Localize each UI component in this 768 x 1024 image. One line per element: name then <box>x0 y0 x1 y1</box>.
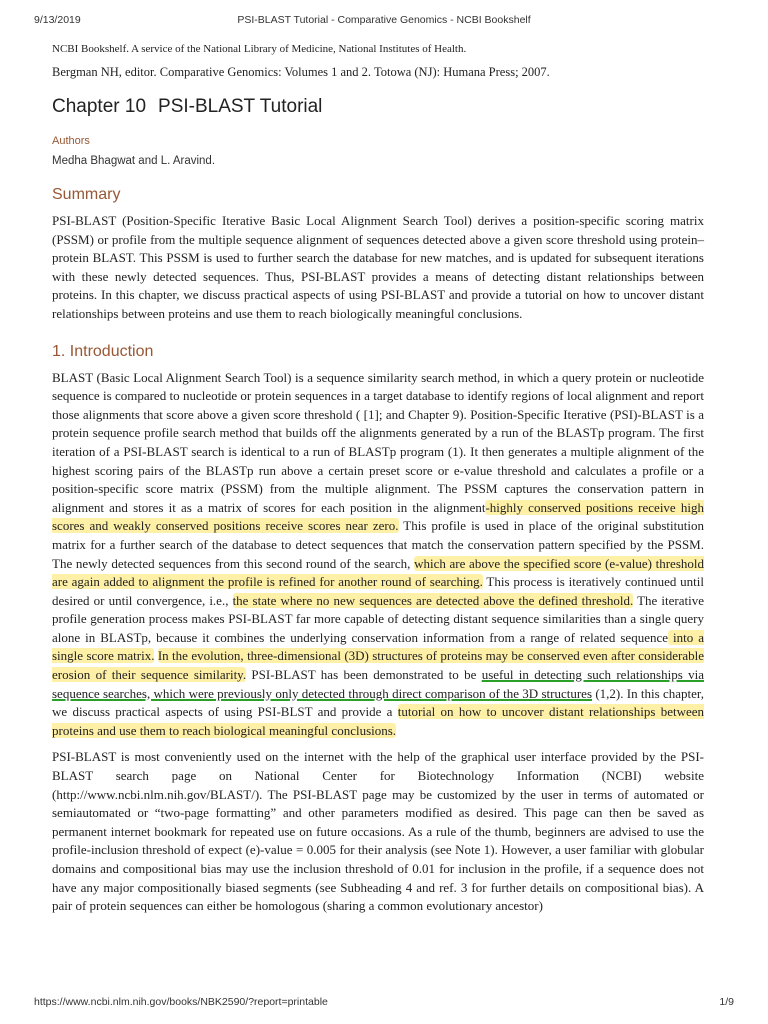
highlighted-text: tutorial on how to uncover distant relationships between proteins and use them to reach biological meaningful conclusions. <box>52 704 704 738</box>
document-content <box>52 42 704 924</box>
summary-heading: Summary <box>52 186 121 203</box>
highlighted-text: In the evolution, three-dimensional (3D) structures of proteins may be conserved even after considerable erosion of their sequence similarity. <box>52 648 704 683</box>
print-date: 9/13/2019 <box>34 14 81 26</box>
summary-paragraph: PSI-BLAST (Position-Specific Iterative Basic Local Alignment Search Tool) derives a position-specific scoring matrix (PSSM) or profile from the multiple sequence alignment of sequences detected above a given score threshold using protein–protein BLAST. This PSSM is used to further search the database for new matches, and is updated for subsequent iterations with these newly detected sequences. Thus, PSI-BLAST provides a means of detecting distant relationships between proteins. In this chapter, we discuss practical aspects of using PSI-BLAST and provide a tutorial on how to uncover distant relationships between proteins and use them to reach biologically meaningful conclusions. <box>52 213 704 321</box>
text-segment: PSI-BLAST has been demonstrated to be <box>246 667 482 683</box>
authors: Medha Bhagwat and L. Aravind. <box>52 155 216 167</box>
chapter-name: PSI-BLAST Tutorial <box>158 96 323 117</box>
print-page-title: PSI-BLAST Tutorial - Comparative Genomics - NCBI Bookshelf <box>237 14 531 26</box>
citation: Bergman NH, editor. Comparative Genomics: Volumes 1 and 2. Totowa (NJ): Humana Press; 2007. <box>52 65 550 79</box>
text-segment: (1,2). In this chapter, we discuss practical aspects of using PSI-BLST and provide a <box>52 685 704 720</box>
highlighted-text: the state where no new sequences are detected above the defined threshold. <box>232 592 634 608</box>
highlighted-text: into a single score matrix. <box>52 629 704 664</box>
underlined-text: useful in detecting such relationships via sequence searches, which were previously only detected through direct comparison of the 3D structures <box>52 667 704 701</box>
text-segment: This process is iteratively continued until desired or until convergence, i.e., <box>52 574 704 608</box>
highlighted-text: -highly conserved positions receive high scores and weakly conserved positions receive scores near zero. <box>52 499 704 534</box>
introduction-paragraph-2: PSI-BLAST is most conveniently used on the internet with the help of the graphical user interface provided by the PSI-BLAST search page on National Center for Biotechnology Information (NCBI) website (http://www.ncbi.nlm.nih.gov/BLAST/). The PSI-BLAST page may be customized by the user in terms of automated or semiautomated or “two-page formatting” and other parameters modified as desired. This page can then be saved as permanent internet bookmark for repeated use on future occasions. As a rule of the thumb, beginners are advised to use the profile-inclusion threshold of expect (e)-value = 0.005 for their analysis (see Note 1). However, a user familiar with globular domains and compositional bias may use the inclusion threshold of 0.01 for inclusion in the profile, if a sequence does not have any major compositionally biased segments (see Subheading 4 and ref. 3 for further details on compositional bias). A pair of protein sequences can either be homologous (sharing a common evolutionary ancestor) <box>52 749 704 914</box>
introduction-heading: 1. Introduction <box>52 342 154 360</box>
text-segment: This profile is used in place of the original substitution matrix for a further search of the database to detect sequences that match the conservation pattern specified by the PSSM. The newly detected sequences from this second round of the search, <box>52 518 704 571</box>
highlighted-text: which are above the specified score (e-value) threshold are again added to alignment the profile is refined for another round of searching. <box>52 555 704 590</box>
chapter-number: Chapter 10 <box>52 96 147 117</box>
authors-label[interactable]: Authors <box>52 135 90 147</box>
page-number: 1/9 <box>719 996 734 1008</box>
print-url[interactable]: https://www.ncbi.nlm.nih.gov/books/NBK2590/?report=printable <box>34 996 328 1008</box>
chapter-title <box>52 95 704 119</box>
text-segment: The iterative profile generation process makes PSI-BLAST far more capable of detecting distant sequence similarities than a single query alone in BLASTp, because it combines the underlying conservation information from a range of related sequence <box>52 592 705 645</box>
introduction-paragraph-1 <box>52 369 704 741</box>
text-segment: BLAST (Basic Local Alignment Search Tool) is a sequence similarity search method, in which a query protein or nucleotide sequence is compared to nucleotide or protein sequences in a target database to identify regions of local alignment and report those alignments that score above a given score threshold ( [1]; and Chapter 9). Position-Specific Iterative (PSI)-BLAST is a protein sequence profile search method that builds off the alignments generated by a run of the BLASTp program. The first iteration of a PSI-BLAST search is identical to a run of BLASTp program (1). It then generates a multiple alignment of the highest scoring pairs of the BLASTp run above a certain preset score or e-value threshold and calculates a profile or a position-specific score matrix (PSSM) from the multiple alignment. The PSSM captures the conservation pattern in alignment and stores it as a matrix of scores for each position in the alignment <box>52 369 704 515</box>
bookshelf-notice: NCBI Bookshelf. A service of the National Library of Medicine, National Institutes of Health. <box>52 43 467 55</box>
